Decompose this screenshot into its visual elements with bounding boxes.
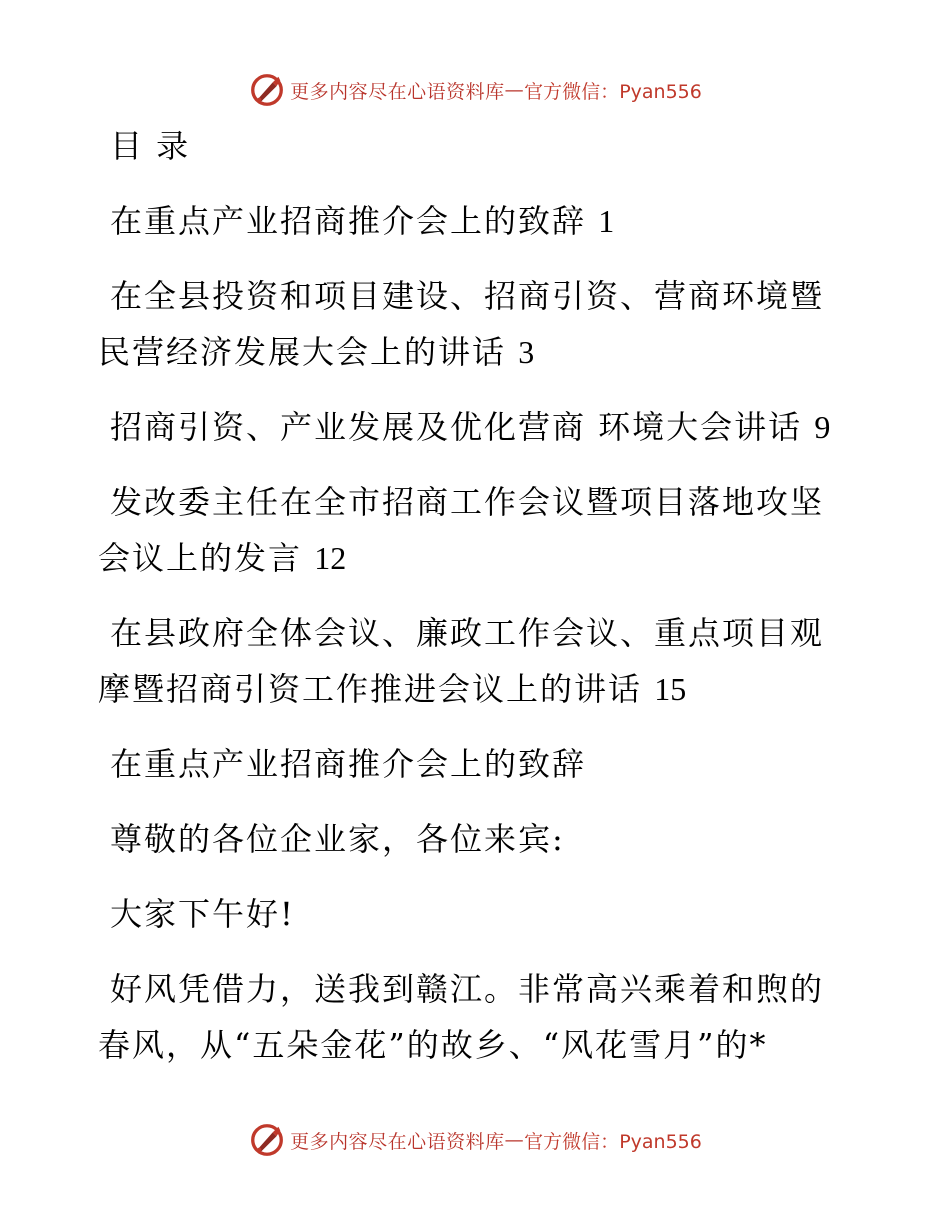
pen-logo-icon bbox=[248, 1121, 286, 1159]
toc-entry-4-line2 bbox=[0, 538, 860, 578]
banner-contact bbox=[524, 77, 702, 104]
toc-entry-title: 招商引资、产业发展及优化营商 环境大会讲话 bbox=[110, 408, 803, 446]
footer-banner bbox=[0, 1120, 950, 1160]
toc-entry-page: 12 bbox=[314, 540, 347, 576]
toc-entry-2-line2 bbox=[0, 332, 860, 372]
toc-entry-title: 民营经济发展大会上的讲话 bbox=[98, 333, 507, 371]
salutation: 尊敬的各位企业家，各位来宾: bbox=[110, 820, 565, 858]
toc-entry-page: 9 bbox=[814, 409, 831, 445]
toc-entry-1 bbox=[0, 201, 860, 241]
banner-contact-label: 官方微信： bbox=[524, 1130, 620, 1153]
toc-heading: 目 录 bbox=[110, 127, 191, 165]
banner-dash: — bbox=[504, 1129, 525, 1151]
toc-entry-2-line1: 在全县投资和项目建设、招商引资、营商环境暨 bbox=[110, 277, 825, 315]
banner-title: 更多内容尽在心语资料库 bbox=[290, 80, 505, 103]
section-title: 在重点产业招商推介会上的致辞 bbox=[110, 745, 587, 783]
header-banner bbox=[0, 70, 950, 110]
banner-title: 更多内容尽在心语资料库 bbox=[290, 1130, 505, 1153]
toc-entry-page: 1 bbox=[598, 203, 615, 239]
banner-contact bbox=[524, 1127, 702, 1154]
paragraph-line-2: 春风，从“五朵金花”的故乡、“风花雪月”的* bbox=[98, 1026, 768, 1064]
toc-entry-title: 在重点产业招商推介会上的致辞 bbox=[110, 202, 587, 240]
banner-contact-id: Pyan556 bbox=[619, 1130, 702, 1153]
toc-entry-title: 摩暨招商引资工作推进会议上的讲话 bbox=[98, 670, 643, 708]
pen-logo-icon bbox=[248, 71, 286, 109]
greeting: 大家下午好! bbox=[110, 895, 295, 933]
toc-entry-5-line1: 在县政府全体会议、廉政工作会议、重点项目观 bbox=[110, 614, 825, 652]
paragraph-line-1: 好风凭借力，送我到赣江。非常高兴乘着和煦的 bbox=[110, 970, 825, 1008]
toc-entry-4-line1: 发改委主任在全市招商工作会议暨项目落地攻坚 bbox=[110, 483, 825, 521]
toc-entry-page: 3 bbox=[518, 334, 535, 370]
banner-contact-label: 官方微信： bbox=[524, 80, 620, 103]
toc-entry-5-line2 bbox=[0, 669, 860, 709]
banner-contact-id: Pyan556 bbox=[619, 80, 702, 103]
banner-dash: — bbox=[504, 79, 525, 101]
toc-entry-title: 会议上的发言 bbox=[98, 539, 303, 577]
toc-entry-page: 15 bbox=[654, 671, 687, 707]
toc-entry-3 bbox=[0, 407, 860, 447]
